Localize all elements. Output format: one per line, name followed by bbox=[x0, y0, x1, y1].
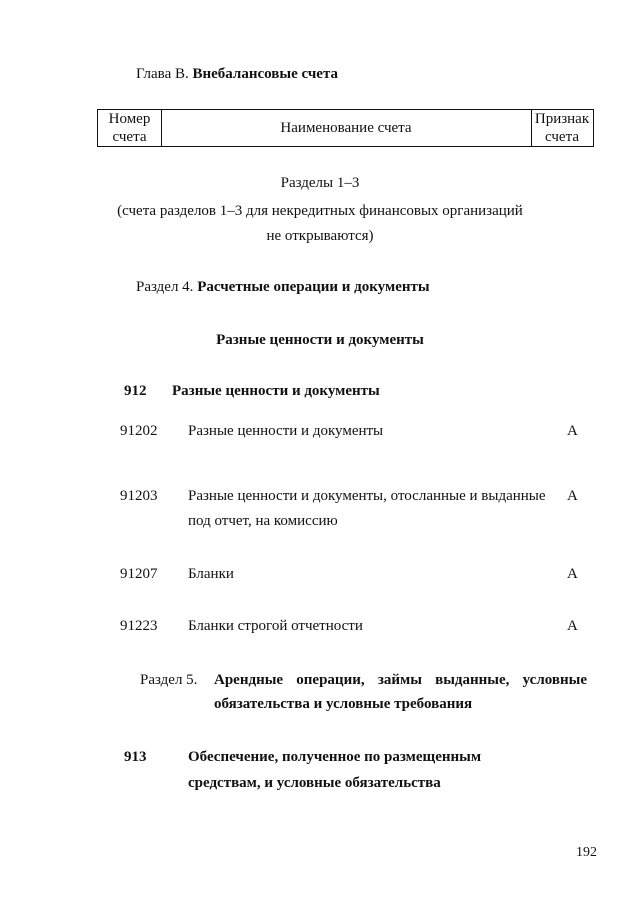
account-name: Разные ценности и документы, отосланные и выданные bbox=[188, 488, 546, 504]
header-col2: Наименование счета bbox=[280, 120, 412, 136]
account-number: 91202 bbox=[120, 423, 158, 439]
account-912-number: 912 bbox=[124, 383, 147, 399]
account-name: Бланки bbox=[188, 566, 234, 582]
account-name: Бланки строгой отчетности bbox=[188, 618, 363, 634]
account-913-line2: средствам, и условные обязательства bbox=[188, 775, 441, 791]
header-col1-line1: Номер bbox=[108, 111, 151, 127]
page-number: 192 bbox=[576, 845, 597, 860]
header-account-sign bbox=[531, 110, 593, 146]
section5-word: условные bbox=[522, 672, 587, 688]
section5-word: Арендные bbox=[214, 672, 284, 688]
account-sign: А bbox=[567, 566, 578, 582]
chapter-title: Внебалансовые счета bbox=[192, 66, 339, 82]
sections-1-3-title: Разделы 1–3 bbox=[280, 175, 360, 191]
header-col3-line2: счета bbox=[545, 129, 579, 145]
section5-title-line2: обязательства и условные требования bbox=[214, 696, 473, 712]
section4-title: Расчетные операции и документы bbox=[197, 279, 430, 295]
section5-word: займы bbox=[377, 672, 422, 688]
account-name-continuation: под отчет, на комиссию bbox=[188, 513, 338, 529]
account-sign: А bbox=[567, 423, 578, 439]
section5-word: выданные, bbox=[435, 672, 510, 688]
account-name: Разные ценности и документы bbox=[188, 423, 384, 439]
section5-word: операции, bbox=[296, 672, 365, 688]
section4-heading bbox=[136, 279, 430, 296]
section4-prefix: Раздел 4. bbox=[136, 279, 194, 295]
chapter-heading bbox=[136, 66, 338, 83]
account-number: 91207 bbox=[120, 566, 158, 582]
sections-1-3-note-line2: не открываются) bbox=[266, 228, 374, 244]
header-account-number bbox=[98, 110, 162, 146]
header-col1-line2: счета bbox=[112, 129, 147, 145]
account-number: 91203 bbox=[120, 488, 158, 504]
section5-title-line1 bbox=[214, 672, 587, 689]
account-913-number: 913 bbox=[124, 749, 147, 765]
sections-1-3-note-line1: (счета разделов 1–3 для некредитных финансовых организаций bbox=[117, 203, 523, 219]
chapter-prefix: Глава В. bbox=[136, 66, 189, 82]
header-col3-line1: Признак bbox=[534, 111, 590, 127]
account-sign: А bbox=[567, 618, 578, 634]
section5-prefix: Раздел 5. bbox=[140, 672, 198, 688]
account-sign: А bbox=[567, 488, 578, 504]
account-913-line1: Обеспечение, полученное по размещенным bbox=[188, 749, 482, 765]
header-account-name bbox=[161, 110, 532, 146]
account-912-title: Разные ценности и документы bbox=[172, 383, 380, 399]
account-number: 91223 bbox=[120, 618, 158, 634]
accounts-header-table bbox=[97, 109, 594, 147]
subheading: Разные ценности и документы bbox=[216, 332, 424, 348]
